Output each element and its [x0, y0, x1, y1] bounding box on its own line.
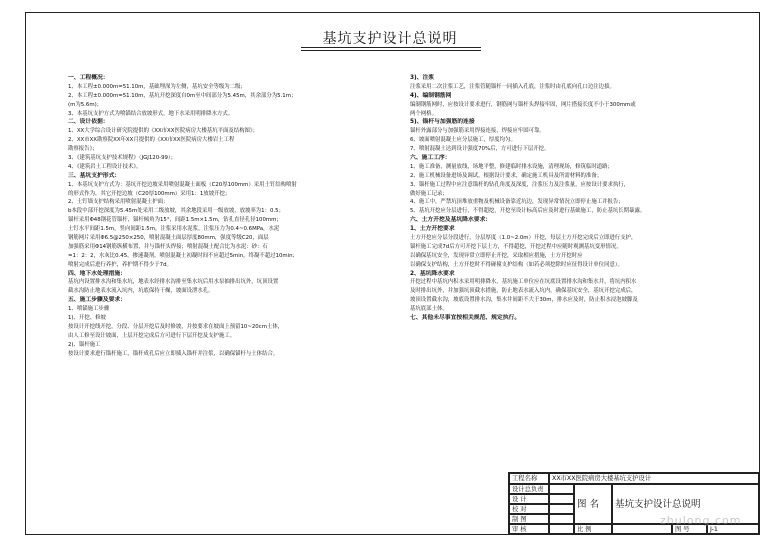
- note-line: 3)、注浆: [410, 75, 435, 81]
- sheet-label: 图 号: [672, 524, 707, 534]
- note-line: 开挖过程中基坑内积水采用明排降水，基坑施工单位应在坑底设置排水沟和集水井，将坑内积水: [410, 279, 637, 286]
- note-line: 土钉水平间距1.5m，竖向间距1.5m，注浆采用水泥浆，注浆压力为0.4~0.6MPa，水泥: [68, 226, 280, 233]
- tb-row-2-value: [549, 494, 574, 504]
- note-line: 4、《建筑岩土工程设计技术》。: [68, 163, 142, 170]
- title-underline-1: [301, 47, 481, 48]
- tb-row-1: 设计总负责: [509, 484, 549, 494]
- note-line: 二、设计依据：: [68, 119, 109, 126]
- note-line: =1：2：2，水灰比0.45，掺速凝剂，喷射混凝土初凝时间不应超过5min，终凝不超过10min；: [68, 252, 298, 259]
- note-line: 5)、锚杆与加强筋的连接: [410, 119, 475, 126]
- note-line: 钢筋网片采用Φ6.5@250×250，喷射混凝土面层厚度80mm，强度等级C20，面层: [68, 235, 269, 242]
- title-underline-2: [301, 50, 481, 51]
- note-line: 喷射完成后进行养护，养护期不得少于7d。: [68, 261, 172, 268]
- note-line: 锚杆外露部分与加强筋采用焊接连接，焊接应牢固可靠。: [410, 128, 545, 135]
- note-line: 6、坡面喷射混凝土应分层施工，厚度均匀。: [410, 137, 516, 144]
- note-line: 截水沟防止地表水流入坑内，坑底保持干燥，坡面设泄水孔。: [68, 288, 214, 295]
- note-line: (m为5.6m)；: [68, 101, 103, 108]
- note-line: 编制钢筋网时，应按设计要求进行，钢筋网与锚杆头焊接牢固，网片搭接长度不小于300mm或: [410, 101, 636, 108]
- tb-row-5-value: [549, 524, 574, 534]
- tb-row-2: 设 计: [509, 494, 549, 504]
- note-line: 及时排出坑外，并加强坑顶截水措施，防止地表水流入坑内，确保基坑安全，基坑开挖完成后，: [410, 288, 637, 295]
- note-line: 7、喷射混凝土达到设计强度70%后，方可进行下层开挖。: [410, 146, 550, 153]
- note-line: 七、其他未尽事宜按相关规范、规定执行。: [410, 315, 521, 322]
- note-line: 三、基坑支护形式：: [68, 172, 121, 179]
- note-line: 2、施工机械设备进场及调试，根据设计要求，确定施工机具及所需材料的准备；: [410, 172, 603, 179]
- note-line: 1、施工准备，测量放线，场地平整，修建临时排水设施，清理现场，修筑临时道路；: [410, 163, 613, 170]
- note-line: 4、施工中，严禁坑顶堆放重物及机械设备靠近坑边，发现异常情况立即停止施工并报告；: [410, 199, 624, 206]
- note-line: 以确保支护结构，土方开挖时不得碰撞支护结构（如若必须挖除时应征得设计单位同意）。: [410, 261, 623, 268]
- tb-row-3: 校 对: [509, 504, 549, 514]
- note-line: 5、基坑开挖应分层进行，不得超挖，开挖至设计标高后应及时进行基础施工，防止基坑长期暴露。: [410, 208, 646, 215]
- notes-right-column: [410, 74, 755, 323]
- drawing-title: 基坑支护设计总说明: [322, 31, 458, 47]
- note-line: 的形式作为，其它开挖边坡（C20厚100mm）采用1：1放坡开挖；: [68, 190, 231, 197]
- note-line: 2)、锚杆施工: [68, 341, 101, 348]
- note-line: b本段中部开挖深度为5.45m处采用二级放坡，其余地段采用一级放坡，放坡率为1：0.5；: [68, 208, 284, 215]
- note-line: 勘察报告》；: [68, 146, 98, 153]
- note-line: 锚杆采用Φ48钢花管锚杆，锚杆倾角为15°，间距1.5m×1.5m，钻孔直径孔径100mm；: [68, 217, 282, 224]
- note-line: 加强筋采用Φ14钢筋纵横布置，并与锚杆头焊接；喷射混凝土配合比为水泥：砂：石: [68, 243, 268, 250]
- note-line: 3、《建筑基坑支护技术规程》（JGJ120-99）；: [68, 155, 177, 162]
- note-line: 基坑底部土体。: [410, 306, 448, 313]
- note-line: 1、本基坑支护方式为：基坑开挖边坡采用喷射混凝土面板（C20厚100mm）采用土钉结构喷射: [68, 181, 297, 188]
- note-line: 2、XX市XX勘察院XX年XX月提供的《XX市XX医院病房大楼岩土工程: [68, 137, 235, 144]
- note-line: 4)、编制钢筋网: [410, 92, 452, 99]
- note-line: 1、喷锚施工步骤: [68, 306, 110, 313]
- notes-left-column: [68, 74, 420, 359]
- project-label: 工程名称: [509, 473, 549, 484]
- note-line: 1、本工程±0.000m=51.10m，基础埋深为左侧，基坑安全等级为二级；: [68, 83, 246, 90]
- tb-row-3-value: [549, 504, 574, 514]
- note-line: 2、本工程±0.000m=51.10m，基坑开挖深度自0m至中间部分为5.45m，其余部分为5.1m；: [68, 92, 297, 99]
- note-line: 一、工程概况：: [68, 75, 109, 81]
- note-line: 3、锚杆施工过程中应注意锚杆的钻孔角度及深度，注浆压力及注浆量，应按设计要求执行，: [410, 181, 630, 188]
- note-line: 土方开挖应分层分段进行，分层厚度（1.0~2.0m）开挖，每层土方开挖完成后立即进行支护，: [410, 235, 637, 242]
- scale-label: 比 例: [574, 524, 612, 534]
- tb-row-4-value: [549, 514, 574, 524]
- note-line: 注浆采用二次注浆工艺，注浆管随锚杆一同插入孔底，注浆时由孔底向孔口边注边拔。: [410, 83, 615, 90]
- note-line: 锚杆施工完成7d后方可开挖下层土方，不得超挖，开挖过程中应随时观测基坑变形情况，: [410, 243, 622, 250]
- tb-row-5: 审 核: [509, 524, 549, 534]
- note-line: 按设计要求进行锚杆施工，锚杆成孔后应立即插入锚杆并注浆，以确保锚杆与土体结合。: [68, 350, 279, 357]
- note-line: 两个网格。: [410, 110, 437, 117]
- note-line: 2、基坑降水要求: [410, 270, 455, 277]
- note-line: 按设计开挖线开挖，分段、分层开挖后及时修坡，并按要求在坡面上预留10~20cm土体，: [68, 323, 284, 330]
- note-line: 基坑内设置排水沟和集水坑，地表水经排水沟排至集水坑后用水泵抽排出坑外，坑顶设置: [68, 279, 279, 286]
- note-line: 1)、开挖、修坡: [68, 315, 106, 322]
- project-value: XX市XX医院病房大楼基坑支护设计: [549, 473, 759, 484]
- note-line: 3、本基坑支护方式为喷锚结合放坡形式，地下水采用明排降水方式。: [68, 110, 234, 117]
- tb-row-1-value: [549, 484, 574, 494]
- note-line: 以确保基坑安全，发现异常立即停止开挖，采取相应措施，土方开挖时应: [410, 252, 583, 259]
- note-line: 六、施工工序：: [410, 155, 451, 162]
- note-line: 四、地下水处理措施：: [68, 270, 126, 277]
- note-line: 坡顶设置截水沟，坡底设置排水沟，集水井间距不大于30m，排水应及时，防止积水浸泡坡脚及: [410, 297, 638, 304]
- note-line: 五、施工步骤及要求：: [68, 297, 126, 304]
- note-line: 1、土方开挖要求: [410, 226, 455, 233]
- note-line: 六、土方开挖及基坑降水要求：: [410, 217, 492, 224]
- sheet-value: J-1: [707, 524, 759, 534]
- tb-row-4: 制 图: [509, 514, 549, 524]
- note-line: 1、XX大学综合设计研究院提供的《XX市XX医院病房大楼基坑平面及结构图》；: [68, 128, 258, 135]
- note-line: 2、土钉墙支护结构采用喷射混凝土护面：: [68, 199, 169, 206]
- note-line: 做好施工记录；: [410, 190, 448, 197]
- drawing-name-label: 图 名: [574, 484, 612, 524]
- watermark: zhulong.com: [660, 514, 742, 527]
- note-line: 由人工修至设计坡面，上层开挖完成后方可进行下层开挖及支护施工。: [68, 332, 236, 339]
- drawing-name-value: 基坑支护设计总说明: [612, 484, 759, 524]
